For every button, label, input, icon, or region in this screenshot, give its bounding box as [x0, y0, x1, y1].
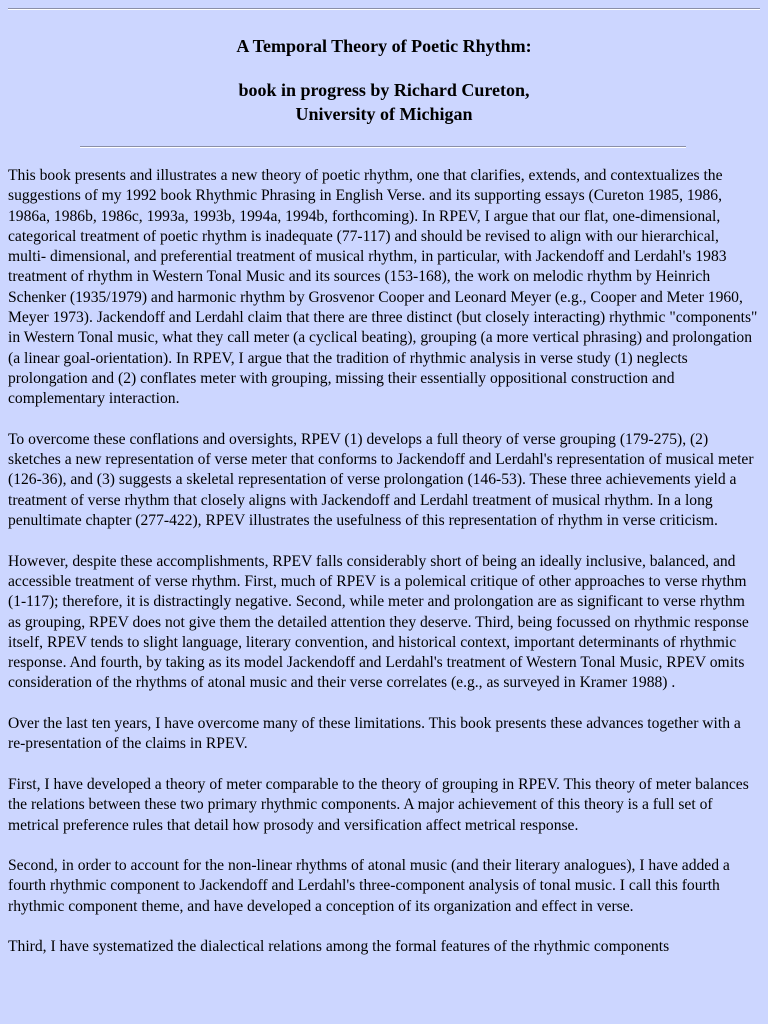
- paragraph: To overcome these conflations and oversights, RPEV (1) develops a full theory of verse grouping (179-275), (2) sketches a new representation of verse meter that conforms to Jackendoff and Lerdahl's representation of musical meter (126-36), and (3) suggests a skeletal representation of verse prolongation (146-53). These three achievements yield a treatment of verse rhythm that closely aligns with Jackendoff and Lerdahl treatment of musical rhythm. In a long penultimate chapter (277-422), RPEV illustrates the usefulness of this representation of rhythm in verse criticism.: [8, 430, 754, 530]
- page-subtitle-author: book in progress by Richard Cureton,: [238, 80, 530, 100]
- title-divider: [80, 146, 686, 148]
- page-title: A Temporal Theory of Poetic Rhythm:: [236, 36, 532, 56]
- page-subtitle-affiliation: University of Michigan: [295, 104, 473, 124]
- paragraph: This book presents and illustrates a new theory of poetic rhythm, one that clarifies, extends, and contextualizes the suggestions of my 1992 book Rhythmic Phrasing in English Verse. and its supporting essays (Cureton 1985, 1986, 1986a, 1986b, 1986c, 1993a, 1993b, 1994a, 1994b, forthcoming). In RPEV, I argue that our flat, one-dimensional, categorical treatment of poetic rhythm is inadequate (77-117) and should be revised to align with our hierarchical, multi- dimensional, and preferential treatment of musical rhythm, in particular, with Jackendoff and Lerdahl's 1983 treatment of rhythm in Western Tonal Music and its sources (153-168), the work on melodic rhythm by Heinrich Schenker (1935/1979) and harmonic rhythm by Grosvenor Cooper and Leonard Meyer (e.g., Cooper and Meter 1960, Meyer 1973). Jackendoff and Lerdahl claim that there are three distinct (but closely interacting) rhythmic "components" in Western Tonal music, what they call meter (a cyclical beating), grouping (a more vertical phrasing) and prolongation (a linear goal-orientation). In RPEV, I argue that the tradition of rhythmic analysis in verse study (1) neglects prolongation and (2) conflates meter with grouping, missing their essentially oppositional construction and complementary interaction.: [8, 167, 758, 408]
- top-divider: [8, 8, 760, 10]
- paragraph: However, despite these accomplishments, RPEV falls considerably short of being an ideally inclusive, balanced, and accessible treatment of verse rhythm. First, much of RPEV is a polemical critique of other approaches to verse rhythm (1-117); therefore, it is distractingly negative. Second, while meter and prolongation are as significant to verse rhythm as grouping, RPEV does not give them the detailed attention they deserve. Third, being focussed on rhythmic response itself, RPEV tends to slight language, literary convention, and historical context, important determinants of rhythmic response. And fourth, by taking as its model Jackendoff and Lerdahl's treatment of Western Tonal Music, RPEV omits consideration of the rhythms of atonal music and their verse correlates (e.g., as surveyed in Kramer 1988) .: [8, 552, 749, 692]
- paragraph: Second, in order to account for the non-linear rhythms of atonal music (and their literary analogues), I have added a fourth rhythmic component to Jackendoff and Lerdahl's three-component analysis of tonal music. I call this fourth rhythmic component theme, and have developed a conception of its organization and effect in verse.: [8, 857, 730, 915]
- paragraph: Over the last ten years, I have overcome many of these limitations. This book presents these advances together with a re-presentation of the claims in RPEV.: [8, 715, 741, 753]
- paragraph: First, I have developed a theory of meter comparable to the theory of grouping in RPEV. This theory of meter balances the relations between these two primary rhythmic components. A major achievement of this theory is a full set of metrical preference rules that detail how prosody and versification affect metrical response.: [8, 775, 749, 834]
- article-body: [8, 166, 760, 978]
- paragraph: Third, I have systematized the dialectical relations among the formal features of the rhythmic components: [8, 938, 670, 956]
